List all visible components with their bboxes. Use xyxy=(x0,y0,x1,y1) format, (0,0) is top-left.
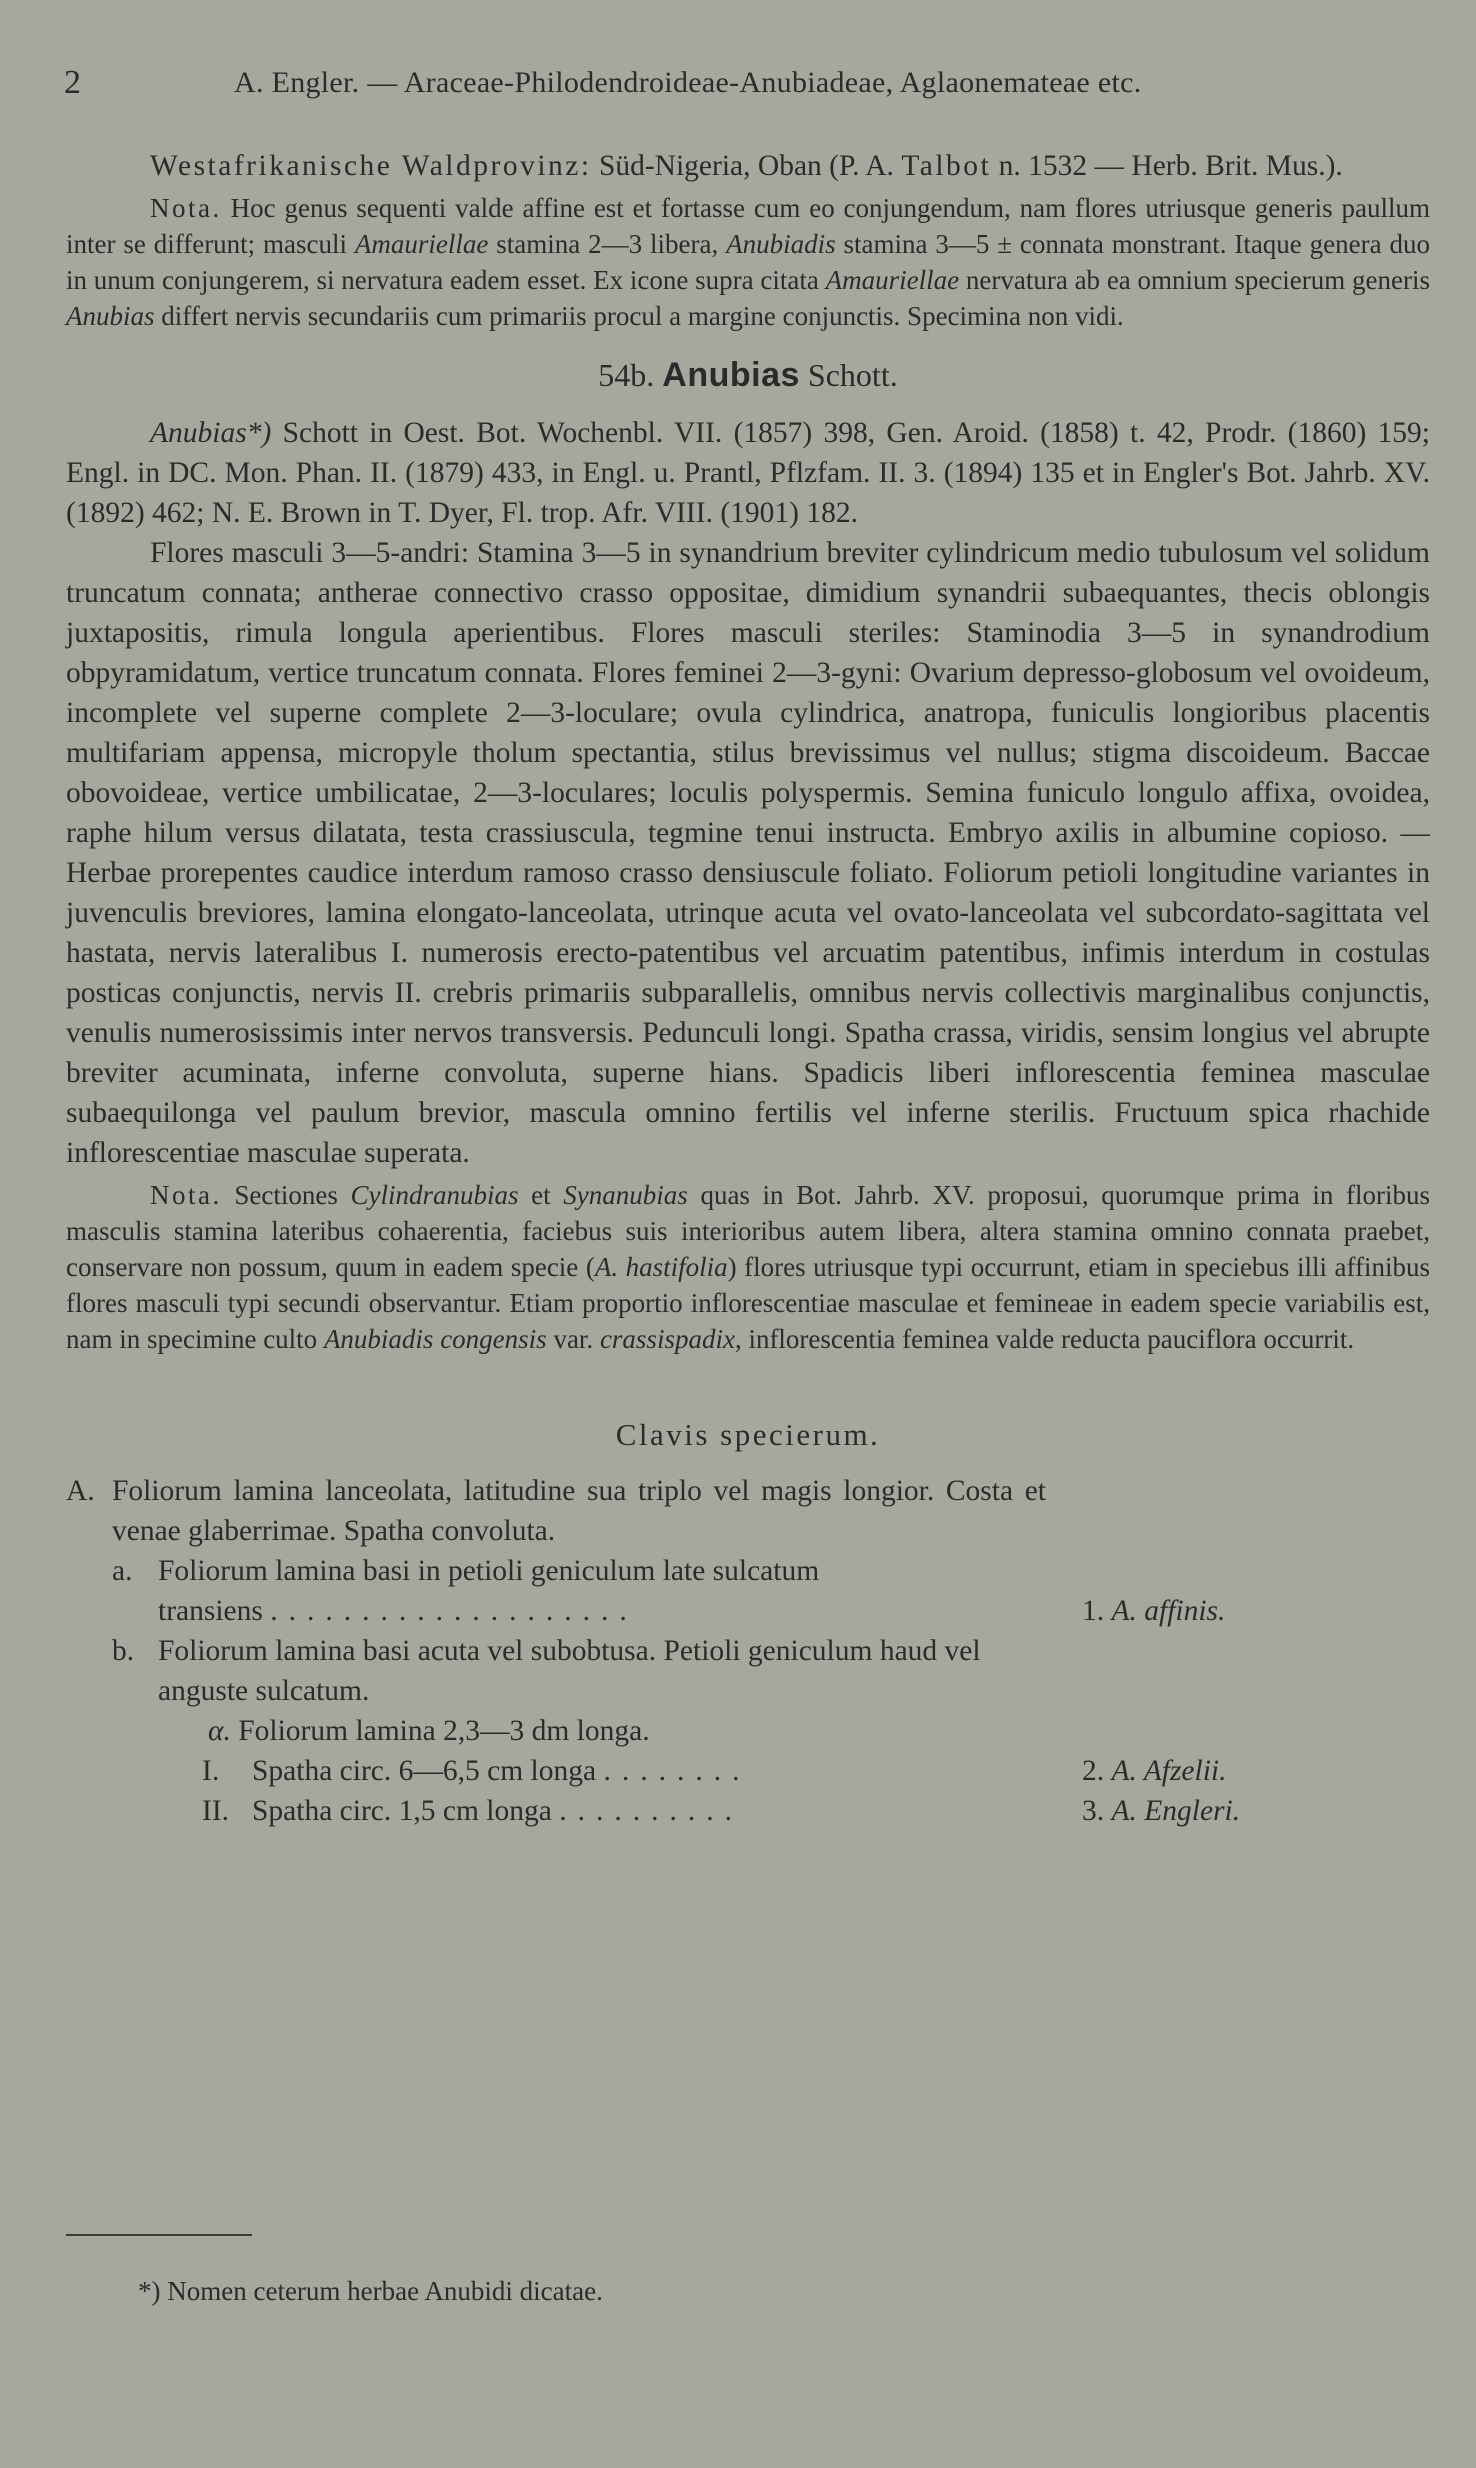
province-name: Westafrikanische Waldprovinz: xyxy=(150,150,592,182)
key-result-2: 2. A. Afzelii. xyxy=(1082,1755,1227,1787)
key-result-1: 1. A. affinis. xyxy=(1082,1595,1226,1627)
genus-heading xyxy=(66,356,1430,395)
synonymy-name: Anubias*) xyxy=(150,417,272,449)
genus-author: Schott. xyxy=(807,357,898,393)
description-paragraph: Flores masculi 3—5-andri: Stamina 3—5 in synandrium breviter cylindricum medio tubulosum vel solidum truncatum connata; antherae connectivo crasso oppositae, dimidium synandrii subaequantes, thecis oblongis juxtapositis, rimula longula aperientibus. Flores masculi steriles: Staminodia 3—5 in synandrodium obpyramidatum, vertice truncatum connata. Flores feminei 2—3-gyni: Ovarium depresso-globosum vel ovoideum, incomplete vel superne complete 2—3-loculare; ovula cylindrica, anatropa, funiculis longioribus placentis multifariam appensa, micropyle tholum spectantia, stilus brevissimus vel nullus; stigma discoideum. Baccae obovoideae, vertice umbilicatae, 2—3-loculares; loculis polyspermis. Semina funiculo longulo affixa, ovoidea, raphe hilum versus dilatata, testa crassiuscula, tegmine tenui instructa. Embryo axilis in albumine copioso. — Herbae prorepentes caudice interdum ramoso crasso densiuscule foliato. Foliorum petioli longitudine variantes in juvenculis breviores, lamina elongato-lanceolata, utrinque acuta vel ovato-lanceolata vel subcordato-sagittata vel hastata, nervis lateralibus I. numerosis erecto-patentibus vel arcuatim patentibus, infimis interdum in costulas posticas conjunctis, nervis II. crebris primariis subparallelis, omnibus nervis collectivis marginalibus conjunctis, venulis numerosissimis inter nervos transversis. Pedunculi longi. Spatha crassa, viridis, sensim longius vel abrupte breviter acuminata, inferne convoluta, superne hians. Spadicis liberi inflorescentia feminea masculae subaequilonga vel paulum brevior, mascula omnino fertilis vel inferne sterilis. Fructuum spica rhachide inflorescentiae masculae superata. xyxy=(66,537,1430,1169)
collector-name: Talbot xyxy=(901,150,992,182)
key-lead-II: II. Spatha circ. 1,5 cm longa .......... 3. A. Engleri. xyxy=(66,1791,1046,1831)
synonymy-paragraph: Anubias*) Schott in Oest. Bot. Wochenbl. VII. (1857) 398, Gen. Aroid. (1858) t. 42, Prodr. (1860) 159; Engl. in DC. Mon. Phan. II. (1879) 433, in Engl. u. Prantl, Pflzfam. II. 3. (1894) 135 et in Engler's Bot. Jahrb. XV. (1892) 462; N. E. Brown in T. Dyer, Fl. trop. Afr. VIII. (1901) 182. xyxy=(66,417,1431,529)
genus-number: 54b. xyxy=(598,357,655,393)
nota-paragraph-1: Nota. Hoc genus sequenti valde affine est et fortasse cum eo conjungendum, nam flores utriusque generis paullum inter se differunt; masculi Amauriellae stamina 2—3 libera, Anubiadis stamina 3—5 ± connata monstrant. Itaque genera duo in unum conjungerem, si nervatura eadem esset. Ex icone supra citata Amauriellae nervatura ab ea omnium specierum generis Anubias differt nervis secundariis cum primariis procul a margine conjunctis. Specimina non vidi. xyxy=(66,193,1431,331)
page-number: 2 xyxy=(64,64,81,101)
nota-paragraph-2: Nota. Sectiones Cylindranubias et Synanubias quas in Bot. Jahrb. XV. proposui, quorumque prima in floribus masculis stamina lateribus cohaerentia, faciebus suis interioribus autem libera, altera stamina omnino connata praebet, conservare non possum, quum in eadem specie (A. hastifolia) flores utriusque typi occurrunt, etiam in speciebus illi affinibus flores masculi typi secundi observantur. Etiam proportio inflorescentiae masculae et femineae in eadem specie variabilis est, nam in specimine culto Anubiadis congensis var. crassispadix, inflorescentia feminea valde reducta pauciflora occurrit. xyxy=(66,1180,1431,1354)
key-lead-alpha: α. Foliorum lamina 2,3—3 dm longa. xyxy=(208,1715,650,1747)
distribution-paragraph: Westafrikanische Waldprovinz: Süd-Nigeria, Oban (P. A. Talbot n. 1532 — Herb. Brit. Mus.). xyxy=(150,150,1343,182)
key-lead-a: a. Foliorum lamina basi in petioli geniculum late sulcatum transiens .................... 1. A. affinis. xyxy=(66,1551,1046,1631)
nota-label: Nota. xyxy=(150,193,222,223)
footnote-rule xyxy=(66,2234,252,2236)
page-header xyxy=(64,64,1412,104)
key-lead-I: I. Spatha circ. 6—6,5 cm longa ........ 2. A. Afzelii. xyxy=(66,1751,1046,1791)
footnote: *) Nomen ceterum herbae Anubidi dicatae. xyxy=(138,2276,603,2306)
key-lead-A: A. Foliorum lamina lanceolata, latitudine sua triplo vel magis longior. Costa et venae glaberrimae. Spatha convoluta. xyxy=(66,1475,1046,1547)
key-result-3: 3. A. Engleri. xyxy=(1082,1795,1241,1827)
running-title: A. Engler. — Araceae-Philodendroideae-Anubiadeae, Aglaonemateae etc. xyxy=(234,66,1142,99)
species-key xyxy=(66,1471,1430,1831)
clavis-title: Clavis specierum. xyxy=(615,1417,881,1452)
key-lead-b: b. Foliorum lamina basi acuta vel subobtusa. Petioli geniculum haud vel anguste sulcatum. xyxy=(112,1635,981,1707)
nota-label: Nota. xyxy=(150,1180,222,1210)
page-content xyxy=(66,146,1430,1831)
genus-name: Anubias xyxy=(662,356,800,394)
